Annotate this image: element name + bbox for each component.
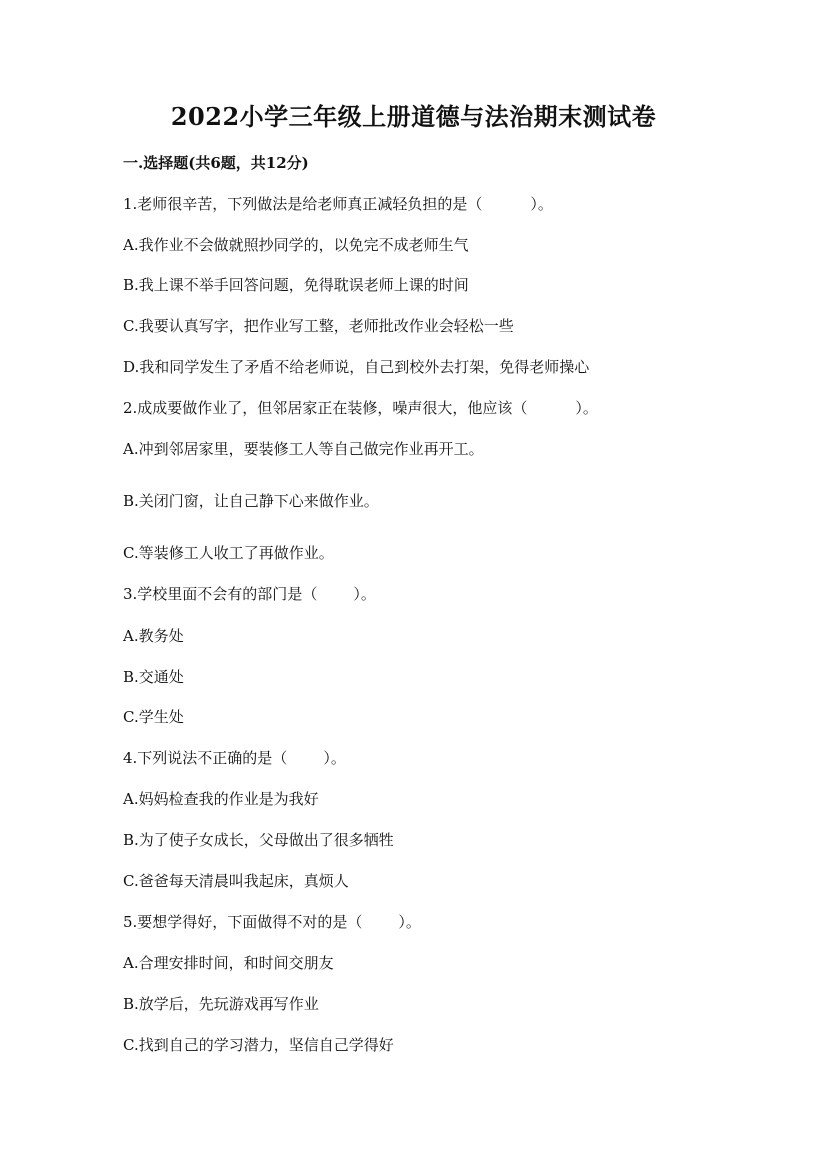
- question-5-option-c: C.找到自己的学习潜力，坚信自己学得好: [123, 1036, 394, 1054]
- question-1-option-c: C.我要认真写字，把作业写工整，老师批改作业会轻松一些: [123, 317, 514, 335]
- question-3-option-b: B.交通处: [123, 668, 184, 686]
- question-stem-end: ）。: [353, 585, 376, 603]
- question-4-stem: [123, 747, 346, 769]
- question-5-option-a: A.合理安排时间，和时间交朋友: [123, 954, 334, 972]
- question-stem-end: ）。: [323, 749, 346, 767]
- question-1-option-b: B.我上课不举手回答问题，免得耽误老师上课的时间: [123, 276, 469, 294]
- question-4-option-b: B.为了使子女成长，父母做出了很多牺牲: [123, 831, 394, 849]
- question-4-option-c: C.爸爸每天清晨叫我起床，真烦人: [123, 872, 349, 890]
- question-stem-text: 2.成成要做作业了，但邻居家正在装修，噪声很大，他应该（: [123, 399, 528, 417]
- question-3-option-c: C.学生处: [123, 708, 184, 726]
- question-stem-text: 5.要想学得好，下面做得不对的是（: [123, 913, 363, 931]
- question-stem-text: 4.下列说法不正确的是（: [123, 749, 288, 767]
- question-stem-text: 1.老师很辛苦，下列做法是给老师真正减轻负担的是（: [123, 195, 483, 213]
- question-2-stem: [123, 397, 598, 419]
- question-5-option-b: B.放学后，先玩游戏再写作业: [123, 995, 319, 1013]
- question-3-stem: [123, 583, 376, 605]
- question-2-option-a: A.冲到邻居家里，要装修工人等自己做完作业再开工。: [123, 440, 484, 458]
- question-1-option-d: D.我和同学发生了矛盾不给老师说，自己到校外去打架，免得老师操心: [123, 358, 590, 376]
- question-stem-end: ）。: [575, 399, 598, 417]
- question-1-stem: [123, 193, 553, 215]
- exam-title: 2022小学三年级上册道德与法治期末测试卷: [170, 102, 657, 131]
- question-stem-end: ）。: [530, 195, 553, 213]
- question-stem-text: 3.学校里面不会有的部门是（: [123, 585, 318, 603]
- question-1-option-a: A.我作业不会做就照抄同学的，以免完不成老师生气: [123, 236, 469, 254]
- section-heading: 一.选择题(共6题，共12分): [123, 154, 309, 172]
- question-2-option-b: B.关闭门窗，让自己静下心来做作业。: [123, 492, 379, 510]
- question-5-stem: [123, 911, 421, 933]
- question-2-option-c: C.等装修工人收工了再做作业。: [123, 544, 334, 562]
- question-stem-end: ）。: [398, 913, 421, 931]
- question-4-option-a: A.妈妈检查我的作业是为我好: [123, 790, 319, 808]
- question-3-option-a: A.教务处: [123, 627, 184, 645]
